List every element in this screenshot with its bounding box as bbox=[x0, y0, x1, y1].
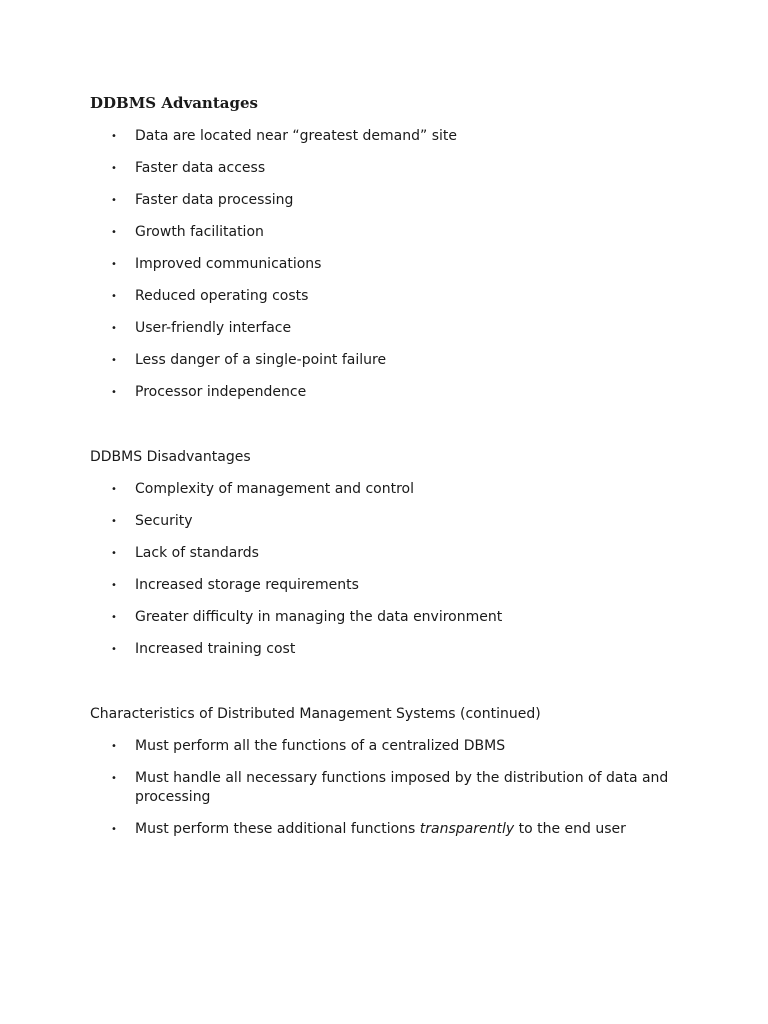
advantages-heading: DDBMS Advantages bbox=[90, 94, 258, 112]
bullet-icon: • bbox=[111, 773, 117, 784]
bullet-icon: • bbox=[111, 227, 117, 238]
characteristics-heading: Characteristics of Distributed Management Systems (continued) bbox=[90, 706, 541, 722]
bullet-icon: • bbox=[111, 355, 117, 366]
emphasized-word: transparently bbox=[419, 821, 515, 837]
list-item-text: Must perform these additional functions transparently to the end user bbox=[135, 821, 626, 837]
bullet-icon: • bbox=[111, 259, 117, 270]
bullet-icon: • bbox=[111, 323, 117, 334]
bullet-icon: • bbox=[111, 291, 117, 302]
disadvantages-heading: DDBMS Disadvantages bbox=[90, 449, 251, 465]
bullet-icon: • bbox=[111, 824, 117, 835]
bullet-icon: • bbox=[111, 131, 117, 142]
bullet-icon: • bbox=[111, 516, 117, 527]
bullet-icon: • bbox=[111, 195, 117, 206]
bullet-icon: • bbox=[111, 387, 117, 398]
bullet-icon: • bbox=[111, 163, 117, 174]
bullet-icon: • bbox=[111, 644, 117, 655]
document-page: DDBMS Advantages • Data are located near “greatest demand” site • Faster data access • Faster data processing • Growth facilitation • Improved communications • Reduced operating costs • User-friendly interface • Less danger of a single-point failure • Processor independence DDBMS Disadvantages • Complexity of management and control • Security • Lack of standards • Increased storage requirements • Greater difficulty in managing the data environment • Increased training cost Characteristics of Distributed Management Systems (continued) • Must perform all the functions of a centralized DBMS • Must handle all necessary functions imposed by the distribution of data and processing • Must perform these additional functions transparently to the end user bbox=[0, 0, 768, 1024]
bullet-icon: • bbox=[111, 580, 117, 591]
bullet-icon: • bbox=[111, 484, 117, 495]
bullet-icon: • bbox=[111, 612, 117, 623]
bullet-icon: • bbox=[111, 548, 117, 559]
bullet-icon: • bbox=[111, 741, 117, 752]
